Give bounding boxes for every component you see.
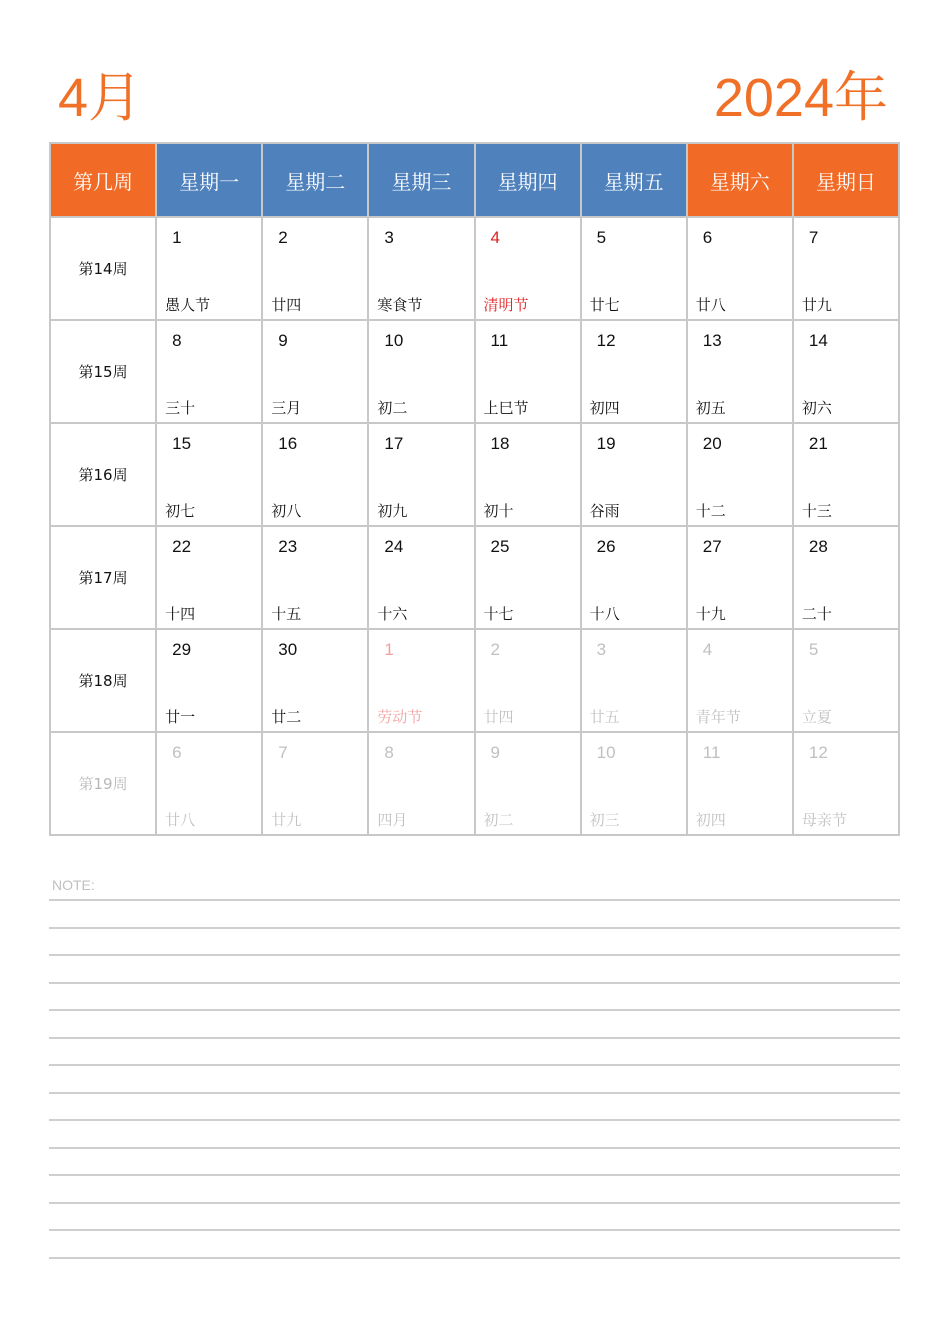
day-number: 25 <box>490 537 510 556</box>
day-number: 27 <box>702 537 722 556</box>
day-number: 8 <box>172 331 182 350</box>
lunar-date-label: 初四 <box>589 399 620 417</box>
day-number: 1 <box>384 640 394 659</box>
week-row <box>50 217 899 320</box>
day-number: 3 <box>596 640 607 659</box>
week-number-cell: 第16周 <box>50 423 156 526</box>
note-line <box>49 1064 900 1066</box>
day-cell[interactable] <box>368 526 474 629</box>
lunar-date-label: 廿九 <box>271 811 302 829</box>
lunar-date-label: 初四 <box>695 811 726 829</box>
week-row <box>50 629 899 732</box>
lunar-date-label: 愚人节 <box>165 296 211 314</box>
note-line <box>49 1202 900 1204</box>
day-cell[interactable] <box>262 217 368 320</box>
day-number: 6 <box>702 228 713 247</box>
day-cell[interactable] <box>262 526 368 629</box>
week-row <box>50 526 899 629</box>
day-cell[interactable] <box>156 217 262 320</box>
lunar-date-label: 十五 <box>271 605 302 623</box>
day-cell[interactable] <box>368 732 474 835</box>
week-number-cell: 第15周 <box>50 320 156 423</box>
day-number: 12 <box>596 331 616 350</box>
day-cell[interactable] <box>581 526 687 629</box>
week-row <box>50 732 899 835</box>
day-number: 5 <box>808 640 819 659</box>
day-number: 6 <box>172 743 182 762</box>
lunar-date-label: 十四 <box>165 605 196 623</box>
day-cell[interactable] <box>475 732 581 835</box>
day-cell[interactable] <box>475 629 581 732</box>
note-label: NOTE: <box>52 877 95 893</box>
lunar-date-label: 母亲节 <box>801 811 847 829</box>
week-number-cell: 第17周 <box>50 526 156 629</box>
day-number: 20 <box>702 434 722 453</box>
day-cell[interactable] <box>687 526 793 629</box>
day-number: 22 <box>172 537 192 556</box>
day-cell[interactable] <box>581 320 687 423</box>
lunar-date-label: 初三 <box>589 811 620 829</box>
lunar-date-label: 三月 <box>271 399 302 417</box>
day-cell[interactable] <box>581 423 687 526</box>
lunar-date-label: 十八 <box>589 605 620 623</box>
lunar-date-label: 廿一 <box>165 708 196 726</box>
day-cell[interactable] <box>793 320 899 423</box>
day-cell[interactable] <box>581 629 687 732</box>
day-cell[interactable] <box>156 732 262 835</box>
day-number: 28 <box>808 537 828 556</box>
lunar-date-label: 初十 <box>483 502 514 520</box>
day-number: 11 <box>490 331 509 350</box>
day-cell[interactable] <box>793 629 899 732</box>
week-row <box>50 423 899 526</box>
lunar-date-label: 立夏 <box>801 708 832 726</box>
note-line <box>49 1147 900 1149</box>
day-cell[interactable] <box>793 732 899 835</box>
note-line <box>49 954 900 956</box>
day-cell[interactable] <box>156 320 262 423</box>
day-number: 11 <box>702 743 721 762</box>
day-number: 24 <box>384 537 404 556</box>
lunar-date-label: 三十 <box>165 399 196 417</box>
weekday-header-saturday: 星期六 <box>687 143 793 217</box>
day-cell[interactable] <box>262 732 368 835</box>
lunar-date-label: 初二 <box>377 399 408 417</box>
week-number-cell: 第19周 <box>50 732 156 835</box>
weekday-header-monday: 星期一 <box>156 143 262 217</box>
day-cell[interactable] <box>475 320 581 423</box>
day-cell[interactable] <box>687 732 793 835</box>
day-number: 9 <box>278 331 288 350</box>
lunar-date-label: 十九 <box>695 605 726 623</box>
day-cell[interactable] <box>687 629 793 732</box>
day-cell[interactable] <box>687 423 793 526</box>
lunar-date-label: 初五 <box>695 399 726 417</box>
day-number: 2 <box>490 640 500 659</box>
week-row <box>50 320 899 423</box>
note-line <box>49 927 900 929</box>
day-cell[interactable] <box>368 423 474 526</box>
weekday-header-thursday: 星期四 <box>475 143 581 217</box>
day-cell[interactable] <box>262 320 368 423</box>
day-cell[interactable] <box>262 629 368 732</box>
day-number: 3 <box>384 228 394 247</box>
day-number: 13 <box>702 331 722 350</box>
lunar-date-label: 廿五 <box>589 708 620 726</box>
lunar-date-label: 十六 <box>377 605 408 623</box>
lunar-date-label: 初六 <box>801 399 832 417</box>
day-cell[interactable] <box>156 629 262 732</box>
day-cell[interactable] <box>793 423 899 526</box>
day-cell[interactable] <box>793 526 899 629</box>
weekday-header-sunday: 星期日 <box>793 143 899 217</box>
lunar-date-label: 廿四 <box>483 708 514 726</box>
day-cell[interactable] <box>687 320 793 423</box>
day-number: 17 <box>384 434 404 453</box>
lunar-date-label: 十三 <box>801 502 832 520</box>
lunar-date-label: 四月 <box>377 811 408 829</box>
day-cell[interactable] <box>368 217 474 320</box>
day-number: 5 <box>596 228 607 247</box>
lunar-date-label: 初七 <box>165 502 196 520</box>
lunar-date-label: 清明节 <box>483 296 529 314</box>
day-cell[interactable] <box>156 526 262 629</box>
note-line <box>49 1257 900 1259</box>
day-cell[interactable] <box>581 732 687 835</box>
calendar-grid <box>49 142 900 836</box>
day-cell[interactable] <box>475 526 581 629</box>
lunar-date-label: 廿八 <box>695 296 726 314</box>
day-cell[interactable] <box>475 423 581 526</box>
day-number: 7 <box>278 743 288 762</box>
day-number: 23 <box>278 537 298 556</box>
lunar-date-label: 廿四 <box>271 296 302 314</box>
day-number: 14 <box>808 331 828 350</box>
day-cell[interactable] <box>368 320 474 423</box>
day-number: 2 <box>278 228 288 247</box>
week-number-cell: 第18周 <box>50 629 156 732</box>
note-line <box>49 1037 900 1039</box>
lunar-date-label: 初九 <box>377 502 408 520</box>
lunar-date-label: 廿九 <box>801 296 832 314</box>
lunar-date-label: 廿八 <box>165 811 196 829</box>
lunar-date-label: 劳动节 <box>377 708 423 726</box>
day-number: 18 <box>490 434 510 453</box>
day-number: 12 <box>808 743 828 762</box>
weekday-header-tuesday: 星期二 <box>262 143 368 217</box>
lunar-date-label: 初八 <box>271 502 302 520</box>
day-number: 10 <box>596 743 616 762</box>
weekday-header-wednesday: 星期三 <box>368 143 474 217</box>
day-number: 29 <box>172 640 192 659</box>
lunar-date-label: 十二 <box>695 502 726 520</box>
day-number: 26 <box>596 537 616 556</box>
day-cell[interactable] <box>687 217 793 320</box>
day-cell[interactable] <box>262 423 368 526</box>
lunar-date-label: 初二 <box>483 811 514 829</box>
weekday-header-friday: 星期五 <box>581 143 687 217</box>
lunar-date-label: 十七 <box>483 605 514 623</box>
day-number: 4 <box>490 228 500 247</box>
note-line <box>49 1009 900 1011</box>
day-number: 21 <box>808 434 828 453</box>
day-cell[interactable] <box>368 629 474 732</box>
week-number-cell: 第14周 <box>50 217 156 320</box>
day-cell[interactable] <box>581 217 687 320</box>
day-number: 1 <box>172 228 182 247</box>
day-number: 15 <box>172 434 192 453</box>
day-number: 19 <box>596 434 616 453</box>
lunar-date-label: 廿二 <box>271 708 302 726</box>
day-number: 7 <box>808 228 819 247</box>
weekday-header-row <box>50 143 899 217</box>
lunar-date-label: 青年节 <box>695 708 741 726</box>
note-line <box>49 1174 900 1176</box>
day-cell[interactable] <box>793 217 899 320</box>
lunar-date-label: 寒食节 <box>377 296 423 314</box>
lunar-date-label: 二十 <box>801 605 832 623</box>
note-line <box>49 1229 900 1231</box>
day-cell[interactable] <box>475 217 581 320</box>
note-line <box>49 1092 900 1094</box>
day-number: 30 <box>278 640 298 659</box>
month-title: 4月 <box>58 68 143 128</box>
year-title: 2024年 <box>713 68 888 128</box>
week-number-header: 第几周 <box>50 143 156 217</box>
day-number: 16 <box>278 434 298 453</box>
note-line <box>49 899 900 901</box>
note-line <box>49 1119 900 1121</box>
day-number: 10 <box>384 331 404 350</box>
day-number: 4 <box>702 640 713 659</box>
lunar-date-label: 廿七 <box>589 296 620 314</box>
day-number: 9 <box>490 743 500 762</box>
day-number: 8 <box>384 743 394 762</box>
lunar-date-label: 上巳节 <box>483 399 529 417</box>
day-cell[interactable] <box>156 423 262 526</box>
lunar-date-label: 谷雨 <box>589 502 620 520</box>
note-line <box>49 982 900 984</box>
